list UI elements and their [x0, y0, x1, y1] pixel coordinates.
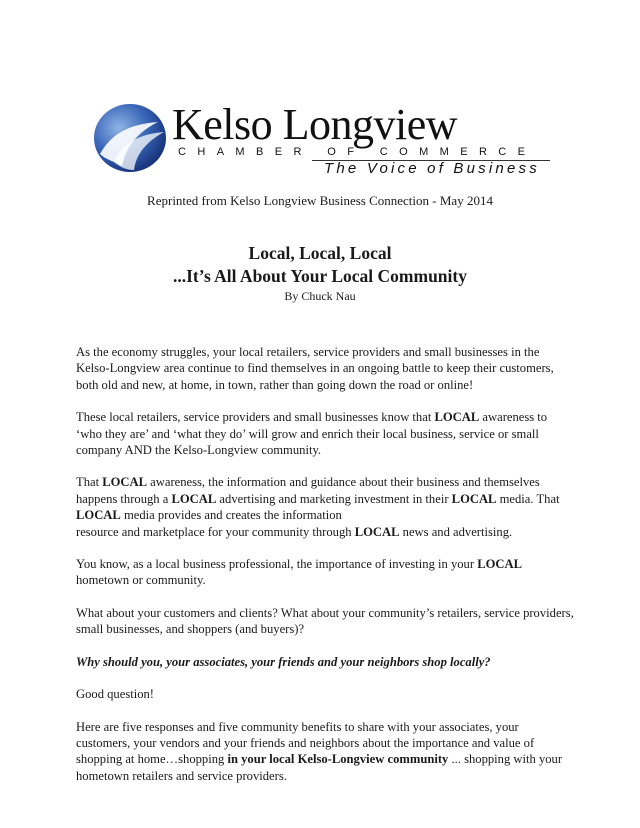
- paragraph-2: These local retailers, service providers and small businesses know that LOCAL awareness to ‘who they are’ and ‘what they do’ will grow and enrich their local business, service or small company AND the Kelso-Longview community.: [76, 410, 548, 458]
- article-title: Local, Local, Local: [248, 243, 392, 263]
- paragraph-8: Here are five responses and five community benefits to share with your associates, your customers, your vendors and your friends and neighbors about the importance and value of shopping at home…shopping in your local Kelso-Longview community ... shopping with your hometown retailers and service providers.: [76, 719, 563, 783]
- logo-name: Kelso Longview: [172, 100, 458, 149]
- paragraph-3: That LOCAL awareness, the information and guidance about their business and themselves happens through a LOCAL advertising and marketing investment in their LOCAL media. That LOCAL media provides and creates the information resource and marketplace for your community through LOCAL news and advertising.: [76, 475, 560, 539]
- reprint-note: Reprinted from Kelso Longview Business Connection - May 2014: [147, 193, 493, 208]
- article-subtitle: ...It’s All About Your Local Community: [173, 266, 467, 286]
- paragraph-7: Good question!: [76, 687, 155, 702]
- logo-tagline: The Voice of Business: [324, 160, 540, 177]
- byline: By Chuck Nau: [284, 289, 356, 303]
- paragraph-4: You know, as a local business professional, the importance of investing in your LOCAL hometown or community.: [76, 557, 522, 588]
- swoosh-logo-icon: [92, 102, 170, 176]
- question-paragraph: Why should you, your associates, your friends and your neighbors shop locally?: [76, 654, 491, 669]
- chamber-logo: [92, 102, 562, 182]
- paragraph-5: What about your customers and clients? What about your community’s retailers, service providers, small businesses, and shoppers (and buyers)?: [76, 605, 574, 637]
- article-body: [76, 344, 576, 800]
- logo-chamber-of-commerce: CHAMBER OF COMMERCE: [178, 146, 537, 158]
- paragraph-1: As the economy struggles, your local retailers, service providers and small businesses in the Kelso-Longview area continue to find themselves in an ongoing battle to keep their customers, both old and new, at home, in town, rather than going down the road or online!: [76, 345, 554, 392]
